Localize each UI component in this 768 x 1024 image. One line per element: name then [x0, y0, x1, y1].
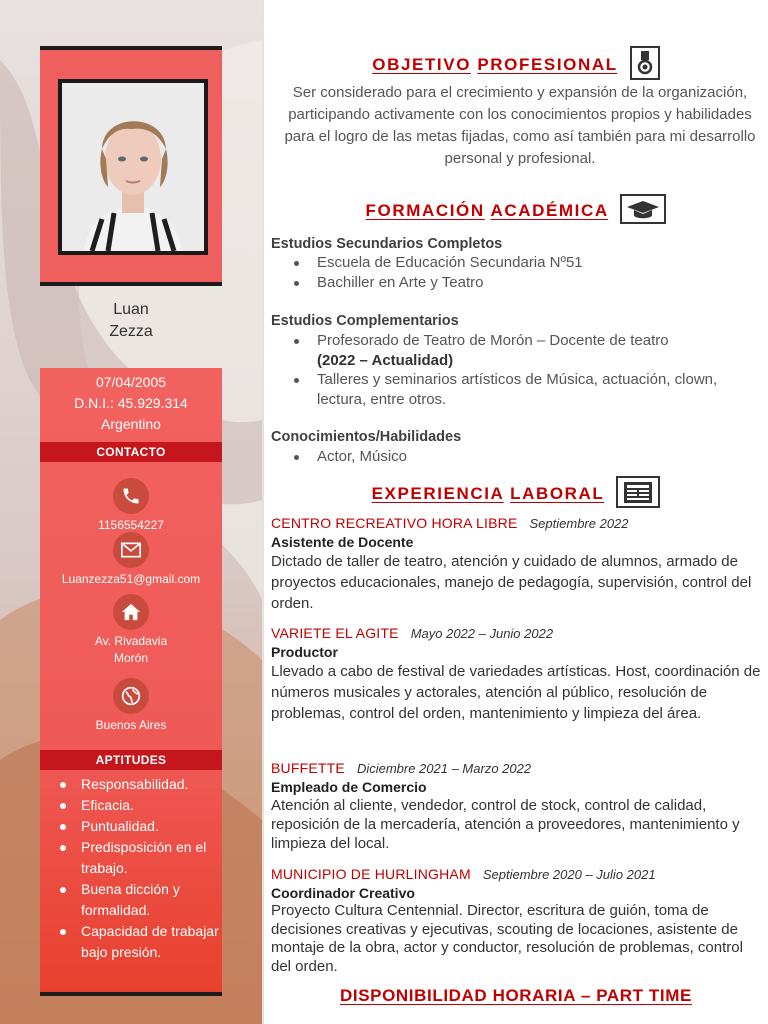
home-icon	[113, 594, 149, 630]
complementary-studies-heading: Estudios Complementarios	[271, 313, 459, 329]
education-item-note: (2022 – Actualidad)	[317, 352, 454, 369]
contact-city	[40, 678, 222, 734]
job-dates: Septiembre 2022	[529, 516, 629, 531]
availability-title: DISPONIBILIDAD HORARIA – PART TIME	[340, 986, 692, 1005]
job-role: Empleado de Comercio	[271, 779, 427, 795]
contact-phone	[40, 478, 222, 534]
main-content	[264, 0, 768, 1024]
job-header	[271, 865, 761, 884]
job-description: Llevado a cabo de festival de variedades artísticas. Host, coordinación de números musicales y actorales, atención al público, resolución de problemas, control del orden, mantenimiento y limpieza del área.	[271, 663, 761, 722]
job-header	[271, 759, 761, 778]
skill-item: Capacidad de trabajar bajo presión.	[54, 921, 222, 963]
experience-title-word-2: LABORAL	[510, 483, 605, 503]
photo-bottom-bar	[40, 282, 222, 286]
job-employer: CENTRO RECREATIVO HORA LIBRE	[271, 515, 518, 531]
experience-title-word-1: EXPERIENCIA	[371, 483, 504, 503]
knowledge-heading: Conocimientos/Habilidades	[271, 429, 462, 445]
phone-number[interactable]: 1156554227	[98, 518, 164, 532]
education-title-word-2: ACADÉMICA	[490, 200, 609, 220]
objective-title-word-2: PROFESIONAL	[477, 54, 618, 74]
newspaper-icon	[616, 476, 660, 513]
job-role: Productor	[271, 644, 338, 660]
job-description: Proyecto Cultura Centennial. Director, escritura de guión, toma de decisiones creativas y ejecutivas, scouting de locaciones, asistente de montaje de la obra, actor y conductor, resolución de problemas, control del orden.	[271, 902, 743, 975]
knowledge-item: Actor, Músico	[286, 447, 407, 467]
education-item: Bachiller en Arte y Teatro	[286, 273, 583, 293]
job-header	[271, 624, 761, 643]
city: Buenos Aires	[95, 718, 167, 732]
name-block	[40, 299, 222, 343]
complementary-studies-list	[286, 331, 762, 351]
globe-icon	[113, 678, 149, 714]
profile-photo	[62, 83, 204, 251]
job-role: Coordinador Creativo	[271, 885, 415, 901]
job-entry	[271, 865, 761, 976]
medal-icon	[630, 46, 660, 85]
experience-title	[264, 476, 768, 513]
sidebar-bottom-bar	[40, 992, 222, 996]
skill-item: Responsabilidad.	[54, 774, 222, 795]
last-name: Zezza	[109, 323, 153, 340]
address-line-1: Av. Rivadavia	[94, 634, 168, 648]
portrait-illustration	[62, 83, 204, 251]
personal-info	[40, 372, 222, 435]
nationality: Argentino	[101, 416, 161, 432]
birth-date: 07/04/2005	[95, 374, 167, 390]
address-line-2: Morón	[113, 651, 148, 665]
skill-item: Eficacia.	[54, 795, 222, 816]
secondary-studies-heading: Estudios Secundarios Completos	[271, 236, 503, 252]
contact-heading: CONTACTO	[40, 442, 222, 462]
dni: D.N.I.: 45.929.314	[74, 395, 188, 411]
education-title-word-1: FORMACIÓN	[365, 200, 485, 220]
job-employer: VARIETE EL AGITE	[271, 625, 399, 641]
secondary-studies-list	[286, 253, 583, 293]
objective-title-word-1: OBJETIVO	[372, 54, 472, 74]
photo-panel	[40, 50, 222, 282]
job-employer: BUFFETTE	[271, 760, 345, 776]
knowledge-list	[286, 447, 407, 467]
phone-icon	[113, 478, 149, 514]
job-description: Atención al cliente, vendedor, control de stock, control de calidad, reposición de la mercadería, atención a proveedores, mantenimiento y limpieza del local.	[271, 797, 740, 852]
job-dates: Diciembre 2021 – Marzo 2022	[356, 761, 532, 776]
job-employer: MUNICIPIO DE HURLINGHAM	[271, 866, 471, 882]
skill-item: Buena dicción y formalidad.	[54, 879, 222, 921]
sidebar	[40, 46, 222, 996]
contact-email	[40, 532, 222, 588]
first-name: Luan	[113, 301, 149, 318]
job-dates: Septiembre 2020 – Julio 2021	[482, 867, 656, 882]
job-description: Dictado de taller de teatro, atención y cuidado de alumnos, armado de proyectos educacionales, manejo de pedagogía, supervisión, control del orden.	[271, 553, 752, 612]
education-item: Talleres y seminarios artísticos de Música, actuación, clown, lectura, entre otros.	[286, 370, 762, 410]
contact-address	[40, 594, 222, 667]
photo-frame	[58, 79, 208, 255]
skill-item: Puntualidad.	[54, 816, 222, 837]
job-role: Asistente de Docente	[271, 534, 414, 550]
email-icon	[113, 532, 149, 568]
job-header	[271, 514, 761, 533]
job-entry	[271, 514, 761, 614]
education-title	[264, 194, 768, 229]
job-entry	[271, 759, 761, 853]
skill-item: Predisposición en el trabajo.	[54, 837, 222, 879]
objective-title	[264, 46, 768, 85]
graduation-cap-icon	[620, 194, 666, 229]
education-item: Escuela de Educación Secundaria Nº51	[286, 253, 583, 273]
skills-list	[54, 774, 222, 963]
email-address[interactable]: Luanzezza51@gmail.com	[61, 572, 201, 586]
education-item: Profesorado de Teatro de Morón – Docente de teatro	[286, 331, 762, 351]
complementary-studies-list-2	[286, 370, 762, 410]
skills-heading: APTITUDES	[40, 750, 222, 770]
job-entry	[271, 624, 761, 724]
job-dates: Mayo 2022 – Junio 2022	[410, 626, 554, 641]
objective-text: Ser considerado para el crecimiento y expansión de la organización, participando activamente con los conocimientos propios y habilidades para el logro de las metas fijadas, como así también para mi desarrollo personal y profesional.	[284, 84, 756, 167]
